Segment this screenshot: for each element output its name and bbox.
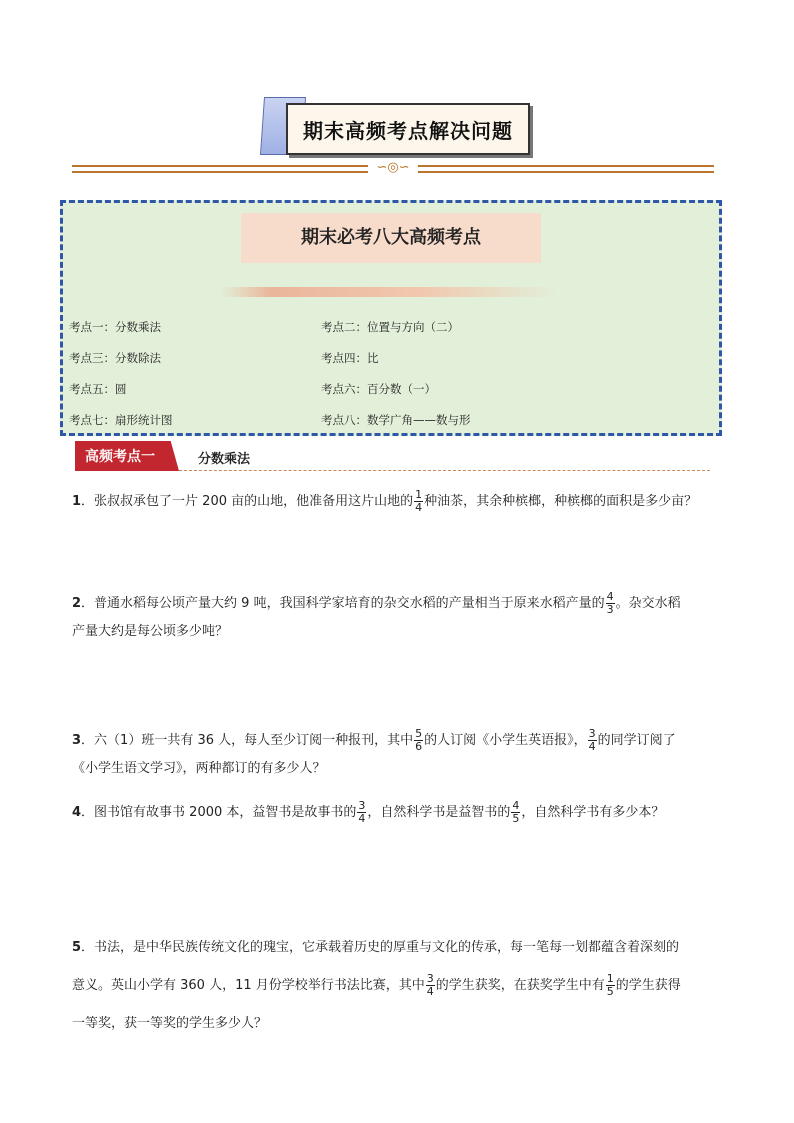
key-point-5: 考点五：圆 (69, 382, 127, 396)
fraction: $\frac{1}{4}$ (415, 488, 423, 514)
question-4: 4．图书馆有故事书 2000 本，益智书是故事书的 $\frac{3}{4}$ ，自然科学书是益智书的 $\frac{4}{5}$ ，自然科学书有多少本？ (72, 799, 665, 825)
question-2: 2．普通水稻每公顷产量大约 9 吨，我国科学家培育的杂交水稻的产量相当于原来水稻产量的 $\frac{4}{3}$ 。杂交水稻 产量大约是每公顷多少吨？ (72, 590, 681, 639)
question-5: 5．书法，是中华民族传统文化的瑰宝，它承载着历史的厚重与文化的传承，每一笔每一划都蕴含着深刻的 意义。英山小学有 360 人，11 月份学校举行书法比赛，其中 $\frac{3}{4}$ 的学生获奖，在获奖学生中有 $\frac{1}{5}$ 的学生获得 一等奖，获一等奖的学生多少人？ (72, 940, 681, 1031)
fraction: $\frac{3}{4}$ (588, 727, 596, 753)
key-point-1: 考点一：分数乘法 (69, 320, 161, 334)
fraction: $\frac{4}{5}$ (512, 799, 520, 825)
question-3: 3．六（1）班一共有 36 人，每人至少订阅一种报刊，其中 $\frac{5}{6}$ 的人订阅《小学生英语报》， $\frac{3}{4}$ 的同学订阅了 《小学生语文学习》，两种都订的有多少人？ (72, 727, 676, 776)
scroll-ornament-icon: ∽◎∽ (368, 159, 418, 177)
key-points-box (60, 200, 722, 436)
question-1: 1．张叔叔承包了一片 200 亩的山地，他准备用这片山地的 $\frac{1}{4}$ 种油茶，其余种槟榔，种槟榔的面积是多少亩？ (72, 488, 698, 514)
key-points-heading: 期末必考八大高频考点 (241, 213, 541, 263)
key-point-2: 考点二：位置与方向（二） (321, 320, 459, 334)
key-point-3: 考点三：分数除法 (69, 351, 161, 365)
key-point-4: 考点四：比 (321, 351, 379, 365)
section-title: 分数乘法 (198, 452, 251, 467)
brush-stroke-decoration (221, 287, 557, 297)
section-underline (179, 470, 710, 471)
key-point-6: 考点六：百分数（一） (321, 382, 436, 396)
page-title: 期末高频考点解决问题 (303, 119, 513, 143)
key-point-7: 考点七：扇形统计图 (69, 413, 173, 427)
fraction: $\frac{5}{6}$ (415, 727, 423, 753)
title-banner (262, 97, 532, 157)
ornamental-divider (72, 162, 714, 176)
key-point-8: 考点八：数学广角——数与形 (321, 413, 471, 427)
section-tab-label: 高频考点一 (85, 449, 155, 465)
title-box (286, 103, 530, 155)
fraction: $\frac{3}{4}$ (426, 972, 434, 998)
fraction: $\frac{3}{4}$ (358, 799, 366, 825)
fraction: $\frac{1}{5}$ (606, 972, 614, 998)
fraction: $\frac{4}{3}$ (606, 590, 614, 616)
